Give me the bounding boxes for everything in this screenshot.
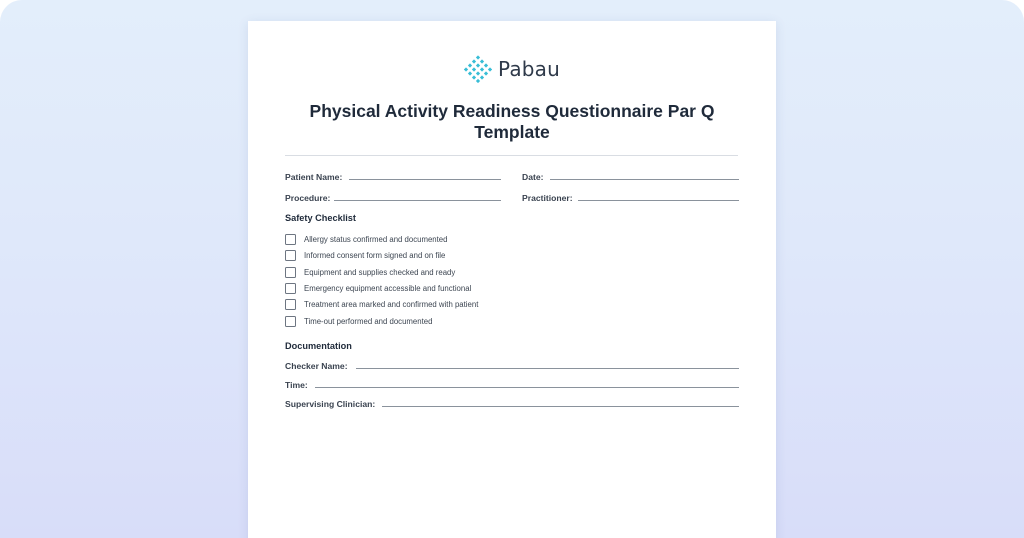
supervising-clinician-field[interactable] — [382, 406, 739, 407]
patient-name-field[interactable] — [349, 179, 501, 180]
document-title: Physical Activity Readiness Questionnaire Par Q Template — [309, 101, 715, 142]
brand-logo — [248, 55, 776, 83]
checklist-item[interactable] — [285, 299, 478, 310]
checklist-item-label: Allergy status confirmed and documented — [304, 235, 448, 244]
checkbox[interactable] — [285, 234, 296, 245]
safety-checklist-heading: Safety Checklist — [285, 213, 356, 223]
checklist-item[interactable] — [285, 283, 471, 294]
pabau-logo-icon — [464, 55, 492, 83]
checklist-item[interactable] — [285, 250, 445, 261]
brand-name: Pabau — [497, 57, 561, 81]
checklist-item-label: Informed consent form signed and on file — [304, 251, 446, 260]
documentation-heading: Documentation — [285, 341, 352, 351]
time-label: Time: — [285, 380, 308, 390]
practitioner-label: Practitioner: — [522, 193, 573, 203]
document-page — [248, 21, 776, 538]
title-divider — [285, 155, 738, 156]
checklist-item[interactable] — [285, 267, 455, 278]
checklist-item[interactable] — [285, 316, 432, 327]
checklist-item-label: Emergency equipment accessible and functional — [304, 284, 472, 293]
checkbox[interactable] — [285, 267, 296, 278]
date-label: Date: — [522, 172, 544, 182]
checker-name-field[interactable] — [356, 368, 739, 369]
checklist-item-label: Equipment and supplies checked and ready — [304, 268, 456, 277]
practitioner-field[interactable] — [578, 200, 739, 201]
checkbox[interactable] — [285, 250, 296, 261]
time-field[interactable] — [315, 387, 739, 388]
supervising-clinician-label: Supervising Clinician: — [285, 399, 376, 409]
procedure-field[interactable] — [334, 200, 501, 201]
checkbox[interactable] — [285, 316, 296, 327]
checklist-item-label: Time-out performed and documented — [304, 317, 433, 326]
procedure-label: Procedure: — [285, 193, 331, 203]
checker-name-label: Checker Name: — [285, 361, 348, 371]
patient-name-label: Patient Name: — [285, 172, 343, 182]
checkbox[interactable] — [285, 299, 296, 310]
checklist-item-label: Treatment area marked and confirmed with patient — [304, 300, 479, 309]
date-field[interactable] — [550, 179, 739, 180]
checklist-item[interactable] — [285, 234, 447, 245]
checkbox[interactable] — [285, 283, 296, 294]
